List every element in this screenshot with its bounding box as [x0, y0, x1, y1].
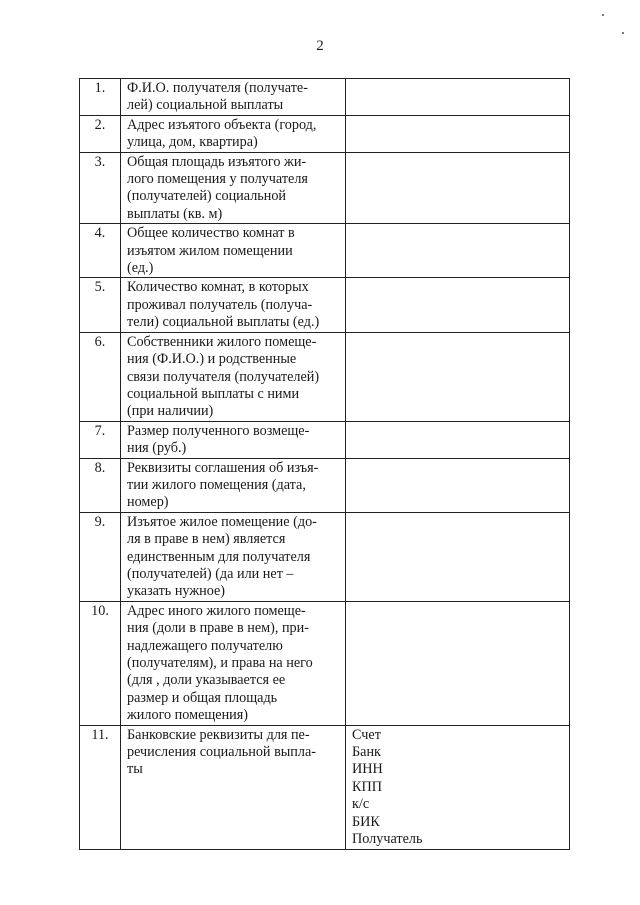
table-row [80, 115, 570, 152]
row-number: 2. [80, 115, 121, 152]
value-field[interactable] [346, 421, 570, 458]
value-field[interactable] [346, 458, 570, 512]
row-label: Размер полученного возмеще- ния (руб.) [121, 421, 346, 458]
row-number: 4. [80, 224, 121, 278]
bank-field-label: Получатель [352, 831, 423, 848]
bank-field-label: БИК [352, 813, 380, 830]
value-field[interactable] [346, 512, 570, 601]
row-label: Изъятое жилое помещение (до- ля в праве в нем) является единственным для получателя (получателей) (да или нет – указать нужное) [121, 512, 346, 601]
row-number: 3. [80, 152, 121, 224]
scan-speck [622, 32, 624, 34]
row-label: Общее количество комнат в изъятом жилом помещении (ед.) [121, 224, 346, 278]
row-number: 11. [80, 725, 121, 849]
value-field[interactable] [346, 601, 570, 725]
row-number: 7. [80, 421, 121, 458]
table-row [80, 332, 570, 421]
value-field[interactable] [346, 152, 570, 224]
row-label: Банковские реквизиты для пе- речисления социальной выпла- ты [121, 725, 346, 849]
bank-field-label: КПП [352, 778, 382, 795]
row-label: Ф.И.О. получателя (получате- лей) социальной выплаты [121, 79, 346, 116]
row-label: Собственники жилого помеще- ния (Ф.И.О.) и родственные связи получателя (получателей) социальной выплаты с ними (при наличии) [121, 332, 346, 421]
bank-details-field[interactable] [346, 725, 570, 849]
value-field[interactable] [346, 278, 570, 332]
row-number: 5. [80, 278, 121, 332]
value-field[interactable] [346, 79, 570, 116]
bank-field-label: Банк [352, 744, 381, 761]
bank-field-label: Счет [352, 726, 381, 743]
value-field[interactable] [346, 115, 570, 152]
table-row [80, 224, 570, 278]
row-label: Адрес иного жилого помеще- ния (доли в праве в нем), при- надлежащего получателю (получателям), и права на него (для , доли указывается ее размер и общая площадь жилого помещения) [121, 601, 346, 725]
row-number: 10. [80, 601, 121, 725]
row-number: 1. [80, 79, 121, 116]
table-row [80, 278, 570, 332]
table-row [80, 458, 570, 512]
row-number: 8. [80, 458, 121, 512]
row-label: Адрес изъятого объекта (город, улица, дом, квартира) [121, 115, 346, 152]
row-number: 9. [80, 512, 121, 601]
table-row [80, 421, 570, 458]
table-row [80, 725, 570, 849]
row-label: Реквизиты соглашения об изъя- тии жилого помещения (дата, номер) [121, 458, 346, 512]
scan-speck [602, 14, 604, 16]
requisites-table [79, 78, 570, 850]
table-row [80, 601, 570, 725]
table-row [80, 152, 570, 224]
row-label: Общая площадь изъятого жи- лого помещения у получателя (получателей) социальной выплаты (кв. м) [121, 152, 346, 224]
table-row [80, 79, 570, 116]
value-field[interactable] [346, 332, 570, 421]
row-number: 6. [80, 332, 121, 421]
page-number: 2 [316, 38, 324, 54]
bank-field-label: к/с [352, 796, 370, 813]
row-label: Количество комнат, в которых проживал получатель (получа- тели) социальной выплаты (ед.) [121, 278, 346, 332]
table-row [80, 512, 570, 601]
bank-field-label: ИНН [352, 761, 383, 778]
value-field[interactable] [346, 224, 570, 278]
